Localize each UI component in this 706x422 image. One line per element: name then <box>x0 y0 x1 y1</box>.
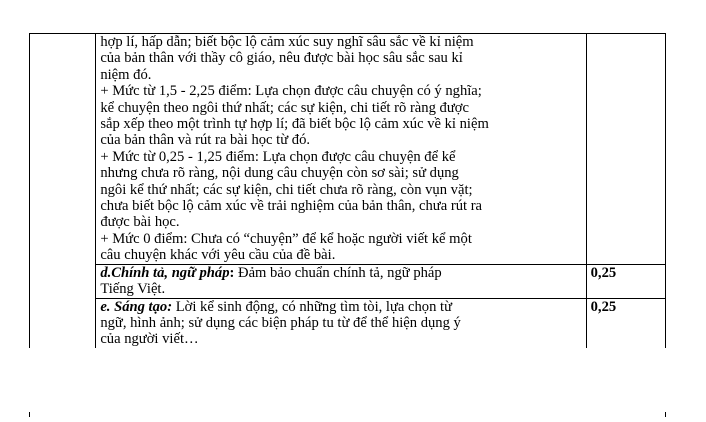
row-spelling-grammar <box>30 264 666 298</box>
page-break-tick-left <box>29 412 30 417</box>
criteria-line: ngôi kể thứ nhất; các sự kiện, chi tiết chưa rõ ràng, còn vụn vặt; <box>100 181 473 198</box>
criteria-text-cell <box>96 34 586 265</box>
page-break-tick-right <box>665 412 666 417</box>
index-cell <box>30 34 96 348</box>
creativity-text-line2: ngữ, hình ảnh; sử dụng các biện pháp tu từ để thể hiện dụng ý <box>100 314 461 331</box>
criteria-score-cell <box>586 34 665 265</box>
criteria-line: + Mức từ 0,25 - 1,25 điểm: Lựa chọn được câu chuyện để kể <box>100 148 456 165</box>
criteria-line: chưa biết bộc lộ cảm xúc về trải nghiệm của bản thân, chưa rút ra <box>100 198 483 215</box>
criteria-line: của bản thân và rút ra bài học từ đó. <box>100 132 311 149</box>
spelling-grammar-score: 0,25 <box>586 264 665 298</box>
criteria-line: hợp lí, hấp dẫn; biết bộc lộ cảm xúc suy nghĩ sâu sắc về kỉ niệm <box>100 34 474 50</box>
spelling-grammar-label: d.Chính tả, ngữ pháp <box>100 264 230 281</box>
spelling-grammar-colon: : <box>229 264 235 281</box>
criteria-line: của bản thân với thầy cô giáo, nêu được bài học sâu sắc sau kỉ <box>100 50 463 67</box>
criteria-line: + Mức 0 điểm: Chưa có “chuyện” để kể hoặc người viết kể một <box>100 230 472 247</box>
criteria-line: + Mức từ 1,5 - 2,25 điểm: Lựa chọn được câu chuyện có ý nghĩa; <box>100 83 482 100</box>
criteria-line: kể chuyện theo ngôi thứ nhất; các sự kiện, chi tiết rõ ràng được <box>100 99 469 116</box>
creativity-label: e. Sáng tạo: <box>100 298 173 315</box>
creativity-score: 0,25 <box>586 298 665 348</box>
creativity-text-cell <box>96 298 586 348</box>
creativity-text-line3: của người viết… <box>100 331 199 348</box>
spelling-grammar-text-cell <box>96 264 586 298</box>
criteria-line: được bài học. <box>100 214 180 231</box>
row-creativity <box>30 298 666 348</box>
creativity-text: Lời kể sinh động, có những tìm tòi, lựa chọn từ <box>172 298 452 315</box>
criteria-line: sắp xếp theo một trình tự hợp lí; đã biết bộc lộ cảm xúc về kỉ niệm <box>100 116 489 133</box>
criteria-line: câu chuyện khác với yêu cầu của đề bài. <box>100 247 336 264</box>
criteria-line: niệm đó. <box>100 66 152 83</box>
spelling-grammar-text-line2: Tiếng Việt. <box>100 281 166 298</box>
spelling-grammar-text: Đảm bảo chuẩn chính tả, ngữ pháp <box>234 264 442 281</box>
rubric-table <box>29 33 666 348</box>
criteria-line: nhưng chưa rõ ràng, nội dung câu chuyện còn sơ sài; sử dụng <box>100 165 459 182</box>
criteria-row <box>30 34 666 265</box>
